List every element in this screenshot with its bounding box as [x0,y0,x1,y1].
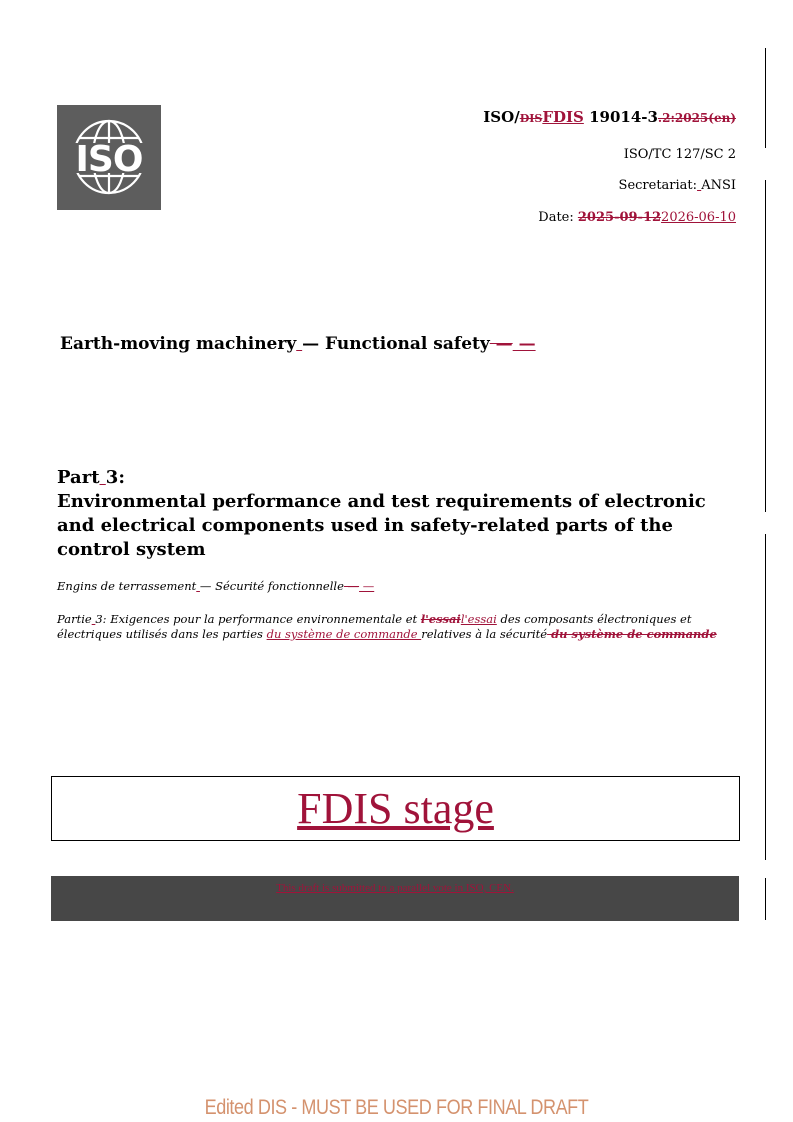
globe-icon [57,105,161,210]
vote-notice-band [51,876,739,921]
change-bar [765,48,766,148]
title-functional-safety: — Functional safety [302,334,490,354]
fr-title-b: — Sécurité fonctionnelle [199,579,344,593]
fr-title-inserted-dash: — [359,579,375,593]
date-line [538,210,736,225]
vote-notice: This draft is submitted to a parallel vote in ISO, CEN. [276,882,514,894]
fr-part-c: des composants électroniques et électriques utilisés dans les parties [57,612,692,641]
fr-part-deleted-1: l'essai [420,612,461,626]
footer-note: Edited DIS - MUST BE USED FOR FINAL DRAFT [204,1096,589,1119]
inserted-fdis: FDIS [542,108,584,126]
change-bar [765,878,766,920]
deleted-suffix: .2:2025(en) [657,111,736,125]
secretariat [619,178,736,193]
part-label-line [57,466,747,490]
fr-title-deleted-dash: — [343,579,360,593]
title-deleted-dash: — [489,334,513,354]
fr-title-a: Engins de terrassement [57,579,197,593]
part-label: Part [57,467,100,488]
deleted-dis: DIS [519,112,543,125]
french-title [57,579,747,594]
iso-logo [57,105,161,210]
part-text: Environmental performance and test requirements of electronic and electrical components used in safety-related parts of the control system [57,491,706,560]
committee: ISO/TC 127/SC 2 [623,147,736,162]
doc-number: 19014-3 [583,108,658,126]
title-text: Earth-moving machinery [60,334,297,354]
secretariat-value: ANSI [701,178,736,193]
stage-box [51,776,740,841]
fr-part-d: relatives à la sécurité [421,627,548,641]
document-number [483,108,736,126]
title-inserted-dash: — [512,334,536,354]
date-label: Date: [538,210,578,225]
date-inserted: 2026-06-10 [661,210,736,225]
date-deleted: 2025-09-12 [577,210,662,225]
part-number: 3: [105,467,125,488]
fr-part-b: 3: Exigences pour la performance environnementale et [95,612,421,626]
logo-text: ISO [75,139,143,180]
fr-part-inserted-2: du système de commande [266,627,422,641]
french-part-title [57,612,747,642]
fr-part-deleted-2: du système de commande [547,627,717,641]
part-title [57,466,747,562]
change-bar [765,180,766,512]
fr-part-a: Partie [57,612,92,626]
secretariat-label: Secretariat: [618,178,698,193]
change-bar [765,534,766,860]
doc-prefix: ISO/ [483,108,520,126]
fr-part-inserted-1: l'essai [460,612,497,626]
stage-label: FDIS stage [297,784,494,833]
main-title [60,334,536,354]
